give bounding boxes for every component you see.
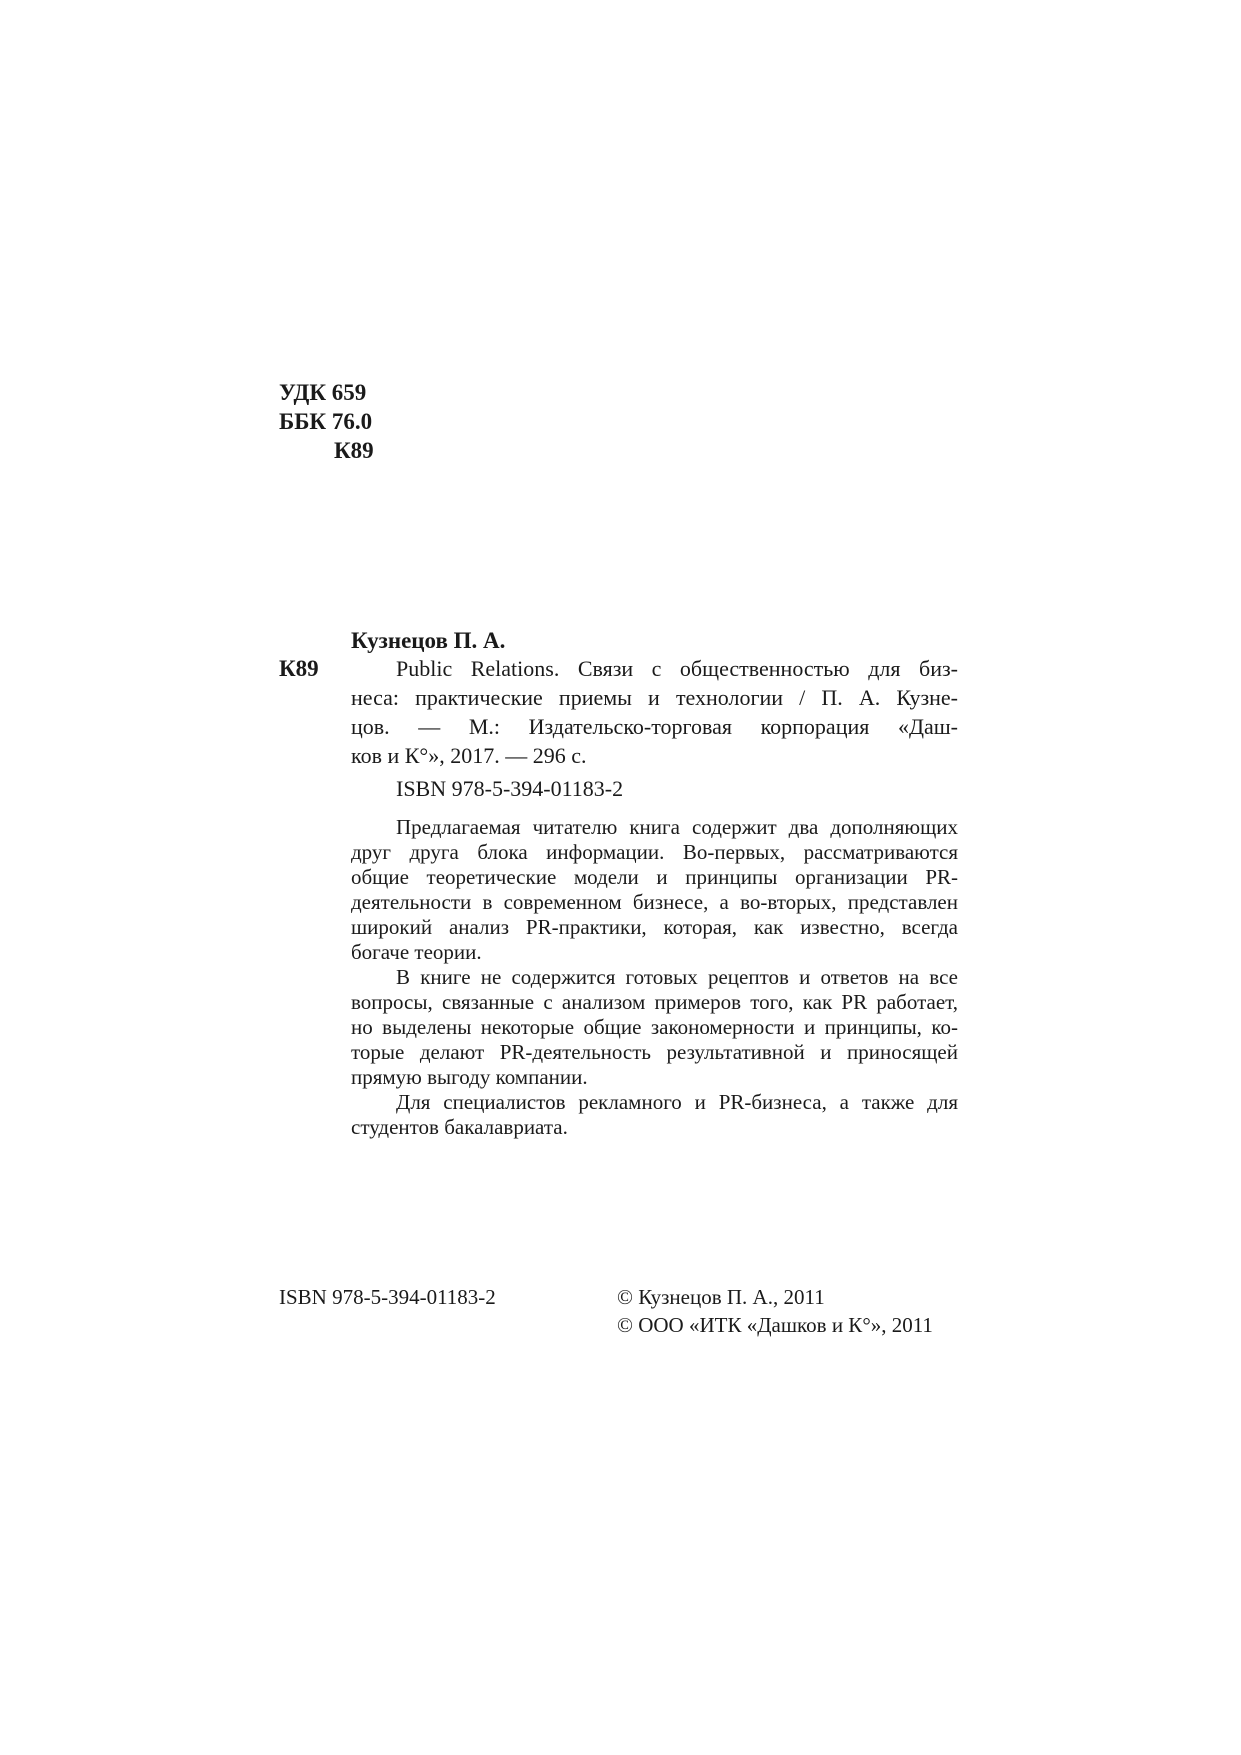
annotation-line: богаче теории.	[351, 940, 482, 964]
description-line: неса: практические приемы и технологии / П. А. Кузне-	[351, 685, 958, 710]
entry-author: Кузнецов П. А.	[351, 628, 506, 653]
annotation-line: Для специалистов рекламного и PR-бизнеса, а также для	[396, 1090, 958, 1114]
copyright-notices	[617, 1283, 933, 1339]
annotation-line: Предлагаемая читателю книга содержит два дополняющих	[396, 815, 958, 839]
description-line: Public Relations. Связи с общественностью для биз-	[396, 656, 958, 681]
udk-code: УДК 659	[279, 380, 367, 405]
copyright-author: © Кузнецов П. А., 2011	[617, 1285, 825, 1309]
description-line: ков и К°», 2017. — 296 с.	[351, 743, 587, 768]
annotation-line: широкий анализ PR-практики, которая, как известно, всегда	[351, 915, 958, 939]
annotation	[351, 815, 958, 1140]
annotation-line: студентов бакалавриата.	[351, 1115, 568, 1139]
copyright-publisher: © ООО «ИТК «Дашков и К°», 2011	[617, 1313, 933, 1337]
annotation-line: друг друга блока информации. Во-первых, рассматриваются	[351, 840, 958, 864]
annotation-line: деятельности в современном бизнесе, а во-вторых, представлен	[351, 890, 958, 914]
annotation-line: вопросы, связанные с анализом примеров того, как PR работает,	[351, 990, 958, 1014]
annotation-line: но выделены некоторые общие закономерности и принципы, ко-	[351, 1015, 958, 1039]
description-line: цов. — М.: Издательско-торговая корпорация «Даш-	[351, 714, 958, 739]
bbk-code: ББК 76.0	[279, 409, 373, 434]
annotation-line: прямую выгоду компании.	[351, 1065, 588, 1089]
entry-author-sign: К89	[279, 656, 319, 681]
annotation-line: торые делают PR-деятельность результативной и приносящей	[351, 1040, 958, 1064]
annotation-line: В книге не содержится готовых рецептов и ответов на все	[396, 965, 958, 989]
bibliographic-description	[351, 654, 958, 770]
classification-codes	[279, 378, 379, 465]
author-sign: К89	[334, 438, 374, 463]
annotation-line: общие теоретические модели и принципы организации PR-	[351, 865, 958, 889]
entry-isbn: ISBN 978-5-394-01183-2	[396, 776, 624, 801]
footer-isbn: ISBN 978-5-394-01183-2	[279, 1285, 496, 1309]
